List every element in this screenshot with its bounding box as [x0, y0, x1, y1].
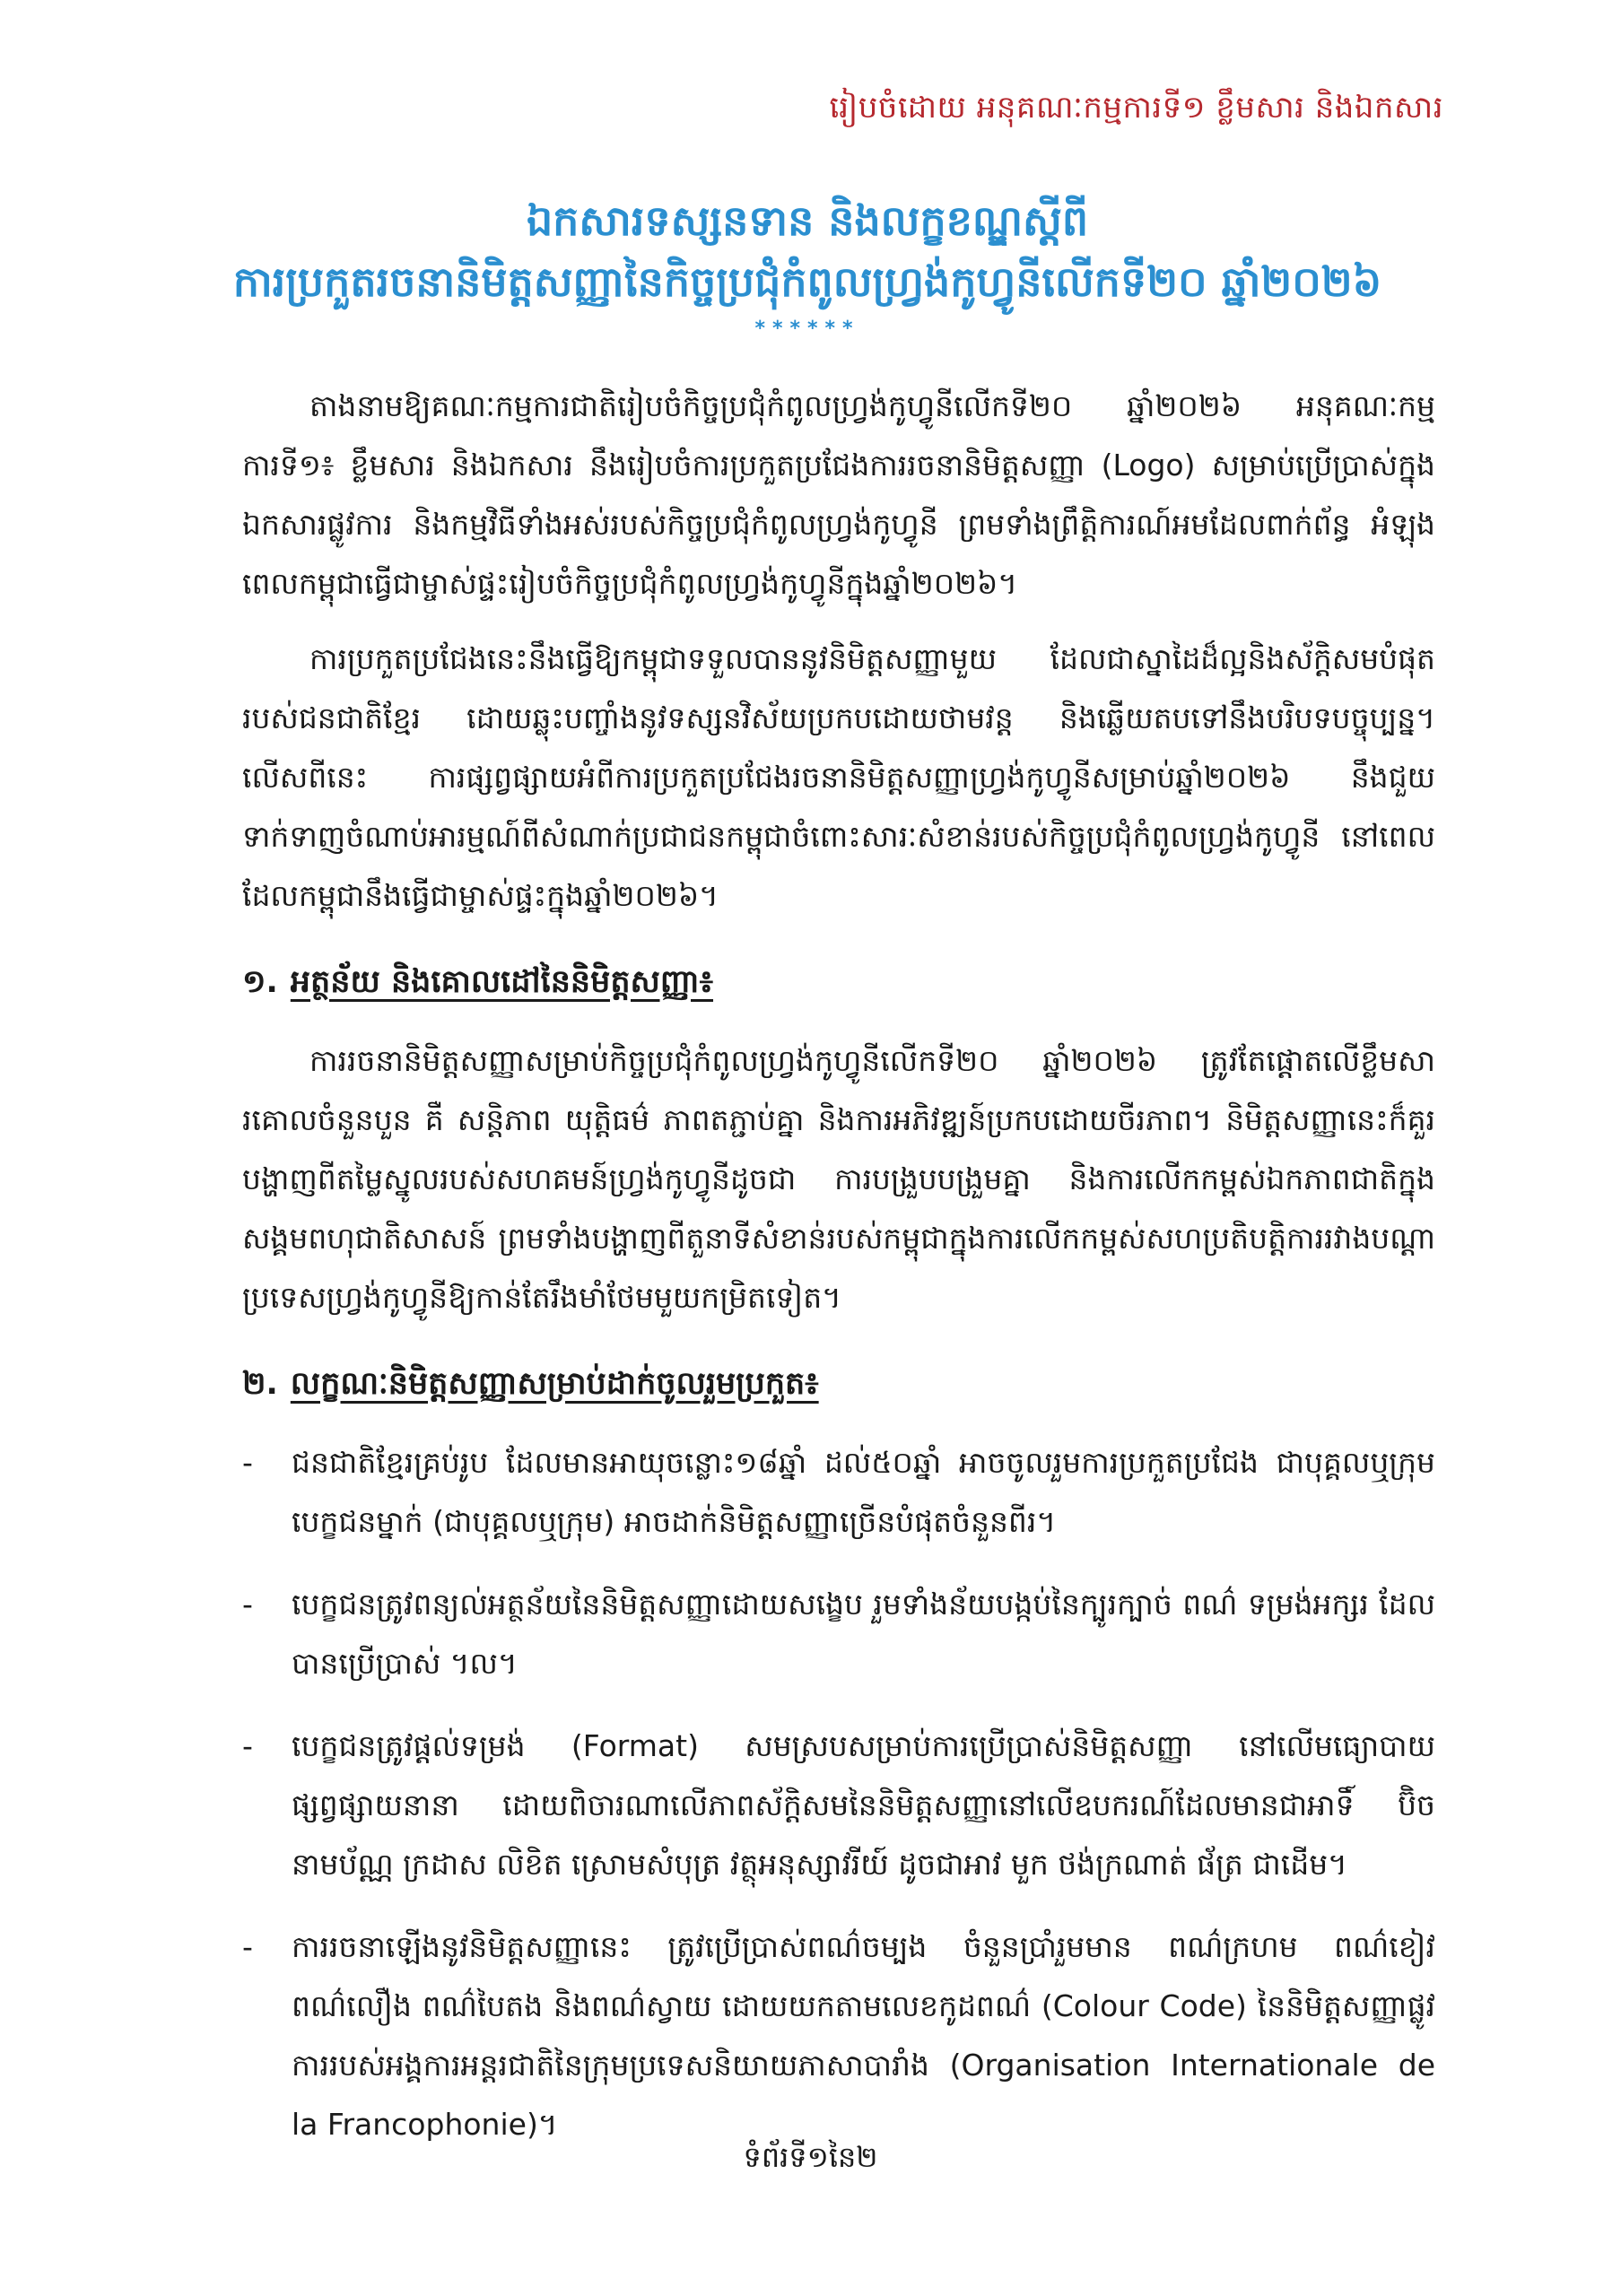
title-line-1: ឯកសារទស្សនទាន និងលក្ខខណ្ឌស្ដីពី — [526, 196, 1089, 245]
bullet-text: បេក្ខជនត្រូវផ្ដល់ទម្រង់ (Format) សមស្របសម្រាប់ការប្រើប្រាស់និមិត្តសញ្ញា នៅលើមធ្យោបាយផ្សព្វផ្សាយនានា ដោយពិចារណាលើភាពស័ក្តិសមនៃនិមិត្តសញ្ញានៅលើឧបករណ៍ដែលមានជាអាទិ៍ ប៊ិច នាមប័ណ្ណ ក្រដាស លិខិត ស្រោមសំបុត្រ វត្ថុអនុស្សាវរីយ៍ ដូចជាអាវ មួក ថង់ក្រណាត់ ផ័ត្រ ជាដើម។ — [292, 1728, 1435, 1882]
list-item — [242, 1918, 1435, 2154]
page-number: ទំព័រទី១នៃ២ — [743, 2140, 878, 2174]
section-2-heading — [242, 1354, 1435, 1413]
bullet-text: ការរចនាឡើងនូវនិមិត្តសញ្ញានេះ ត្រូវប្រើប្រាស់ពណ៌ចម្បង ចំនួនប្រាំរួមមាន ពណ៌ក្រហម ពណ៌ខៀវ ពណ៌លឿង ពណ៌បៃតង និងពណ៌ស្វាយ ដោយយកតាមលេខកូដពណ៌ (Colour Code) នៃនិមិត្តសញ្ញាផ្លូវការរបស់អង្គការអន្តរជាតិនៃក្រុមប្រទេសនិយាយភាសាបារាំង (Organisation Internationale de la Francophonie)។ — [292, 1929, 1435, 2142]
title-line-2: ការប្រកួតរចនានិមិត្តសញ្ញានៃកិច្ចប្រជុំកំពូលហ្វ្រង់កូហ្វូនីលើកទី២០ ឆ្នាំ២០២៦ — [232, 257, 1382, 306]
section-1-title: អត្ថន័យ និងគោលដៅនៃនិមិត្តសញ្ញា៖ — [290, 964, 714, 1000]
document-title — [179, 190, 1435, 340]
intro-paragraph-1: តាងនាមឱ្យគណៈកម្មការជាតិរៀបចំកិច្ចប្រជុំកំពូលហ្វ្រង់កូហ្វូនីលើកទី២០ ឆ្នាំ២០២៦ អនុគណៈកម្មការទី១៖ ខ្លឹមសារ និងឯកសារ នឹងរៀបចំការប្រកួតប្រជែងការរចនានិមិត្តសញ្ញា (Logo) សម្រាប់ប្រើប្រាស់ក្នុងឯកសារផ្លូវការ និងកម្មវិធីទាំងអស់របស់កិច្ចប្រជុំកំពូលហ្វ្រង់កូហ្វូនី ព្រមទាំងព្រឹត្តិការណ៍អមដែលពាក់ព័ន្ធ អំឡុងពេលកម្ពុជាធ្វើជាម្ចាស់ផ្ទះរៀបចំកិច្ចប្រជុំកំពូលហ្វ្រង់កូហ្វូនីក្នុងឆ្នាំ២០២៦។ — [242, 388, 1435, 601]
bullet-text: ជនជាតិខ្មែរគ្រប់រូប ដែលមានអាយុចន្លោះ១៨ឆ្នាំ ដល់៥០ឆ្នាំ អាចចូលរួមការប្រកួតប្រជែង ជាបុគ្គលឬក្រុមបេក្ខជនម្នាក់ (ជាបុគ្គលឬក្រុម) អាចដាក់និមិត្តសញ្ញាច្រើនបំផុតចំនួនពីរ។ — [292, 1445, 1435, 1539]
section-1-number: ១. — [242, 964, 278, 1000]
intro-paragraph-2: ការប្រកួតប្រជែងនេះនឹងធ្វើឱ្យកម្ពុជាទទួលបាននូវនិមិត្តសញ្ញាមួយ ដែលជាស្នាដៃដ៏ល្អនិងស័ក្តិសមបំផុតរបស់ជនជាតិខ្មែរ ដោយឆ្លុះបញ្ចាំងនូវទស្សនវិស័យប្រកបដោយថាមវន្ត និងឆ្លើយតបទៅនឹងបរិបទបច្ចុប្បន្ន។ លើសពីនេះ ការផ្សព្វផ្សាយអំពីការប្រកួតប្រជែងរចនានិមិត្តសញ្ញាហ្វ្រង់កូហ្វូនីសម្រាប់ឆ្នាំ២០២៦ នឹងជួយទាក់ទាញចំណាប់អារម្មណ៍ពីសំណាក់ប្រជាជនកម្ពុជាចំពោះសារៈសំខាន់របស់កិច្ចប្រជុំកំពូលហ្វ្រង់កូហ្វូនី នៅពេលដែលកម្ពុជានឹងធ្វើជាម្ចាស់ផ្ទះក្នុងឆ្នាំ២០២៦។ — [242, 641, 1435, 913]
section-1-paragraph: ការរចនានិមិត្តសញ្ញាសម្រាប់កិច្ចប្រជុំកំពូលហ្វ្រង់កូហ្វូនីលើកទី២០ ឆ្នាំ២០២៦ ត្រូវតែផ្ដោតលើខ្លឹមសារគោលចំនួនបួន គឺ សន្តិភាព យុត្តិធម៌ ភាពតភ្ជាប់គ្នា និងការអភិវឌ្ឍន៍ប្រកបដោយចីរភាព។ និមិត្តសញ្ញានេះក៏គួរបង្ហាញពីតម្លៃស្នូលរបស់សហគមន៍ហ្វ្រង់កូហ្វូនីដូចជា ការបង្រួបបង្រួមគ្នា និងការលើកកម្ពស់ឯកភាពជាតិក្នុងសង្គមពហុជាតិសាសន៍ ព្រមទាំងបង្ហាញពីតួនាទីសំខាន់របស់កម្ពុជាក្នុងការលើកកម្ពស់សហប្រតិបត្តិការរវាងបណ្ដាប្រទេសហ្វ្រង់កូហ្វូនីឱ្យកាន់តែរឹងមាំថែមមួយកម្រិតទៀត។ — [242, 1043, 1435, 1315]
list-item — [242, 1433, 1435, 1552]
section-2-number: ២. — [242, 1366, 278, 1402]
title-separator: ****** — [754, 317, 860, 340]
document-body — [242, 377, 1435, 2178]
bullet-dash: - — [242, 1445, 253, 1480]
section-2-title: លក្ខណៈនិមិត្តសញ្ញាសម្រាប់ដាក់ចូលរួមប្រកួត៖ — [290, 1366, 819, 1402]
list-item — [242, 1575, 1435, 1693]
bullet-dash: - — [242, 1929, 253, 1964]
list-item — [242, 1717, 1435, 1894]
bullet-dash: - — [242, 1587, 253, 1622]
prepared-by-note: រៀបចំដោយ អនុគណៈកម្មការទី១ ខ្លឹមសារ និងឯកសារ — [829, 90, 1443, 126]
bullet-text: បេក្ខជនត្រូវពន្យល់អត្ថន័យនៃនិមិត្តសញ្ញាដោយសង្ខេប រួមទាំងន័យបង្កប់នៃក្បូរក្បាច់ ពណ៌ ទម្រង់អក្សរ ដែលបានប្រើប្រាស់ ។ល។ — [292, 1587, 1435, 1681]
section-1-heading — [242, 952, 1435, 1012]
section-2-bullet-list — [242, 1433, 1435, 2154]
bullet-dash: - — [242, 1728, 253, 1763]
